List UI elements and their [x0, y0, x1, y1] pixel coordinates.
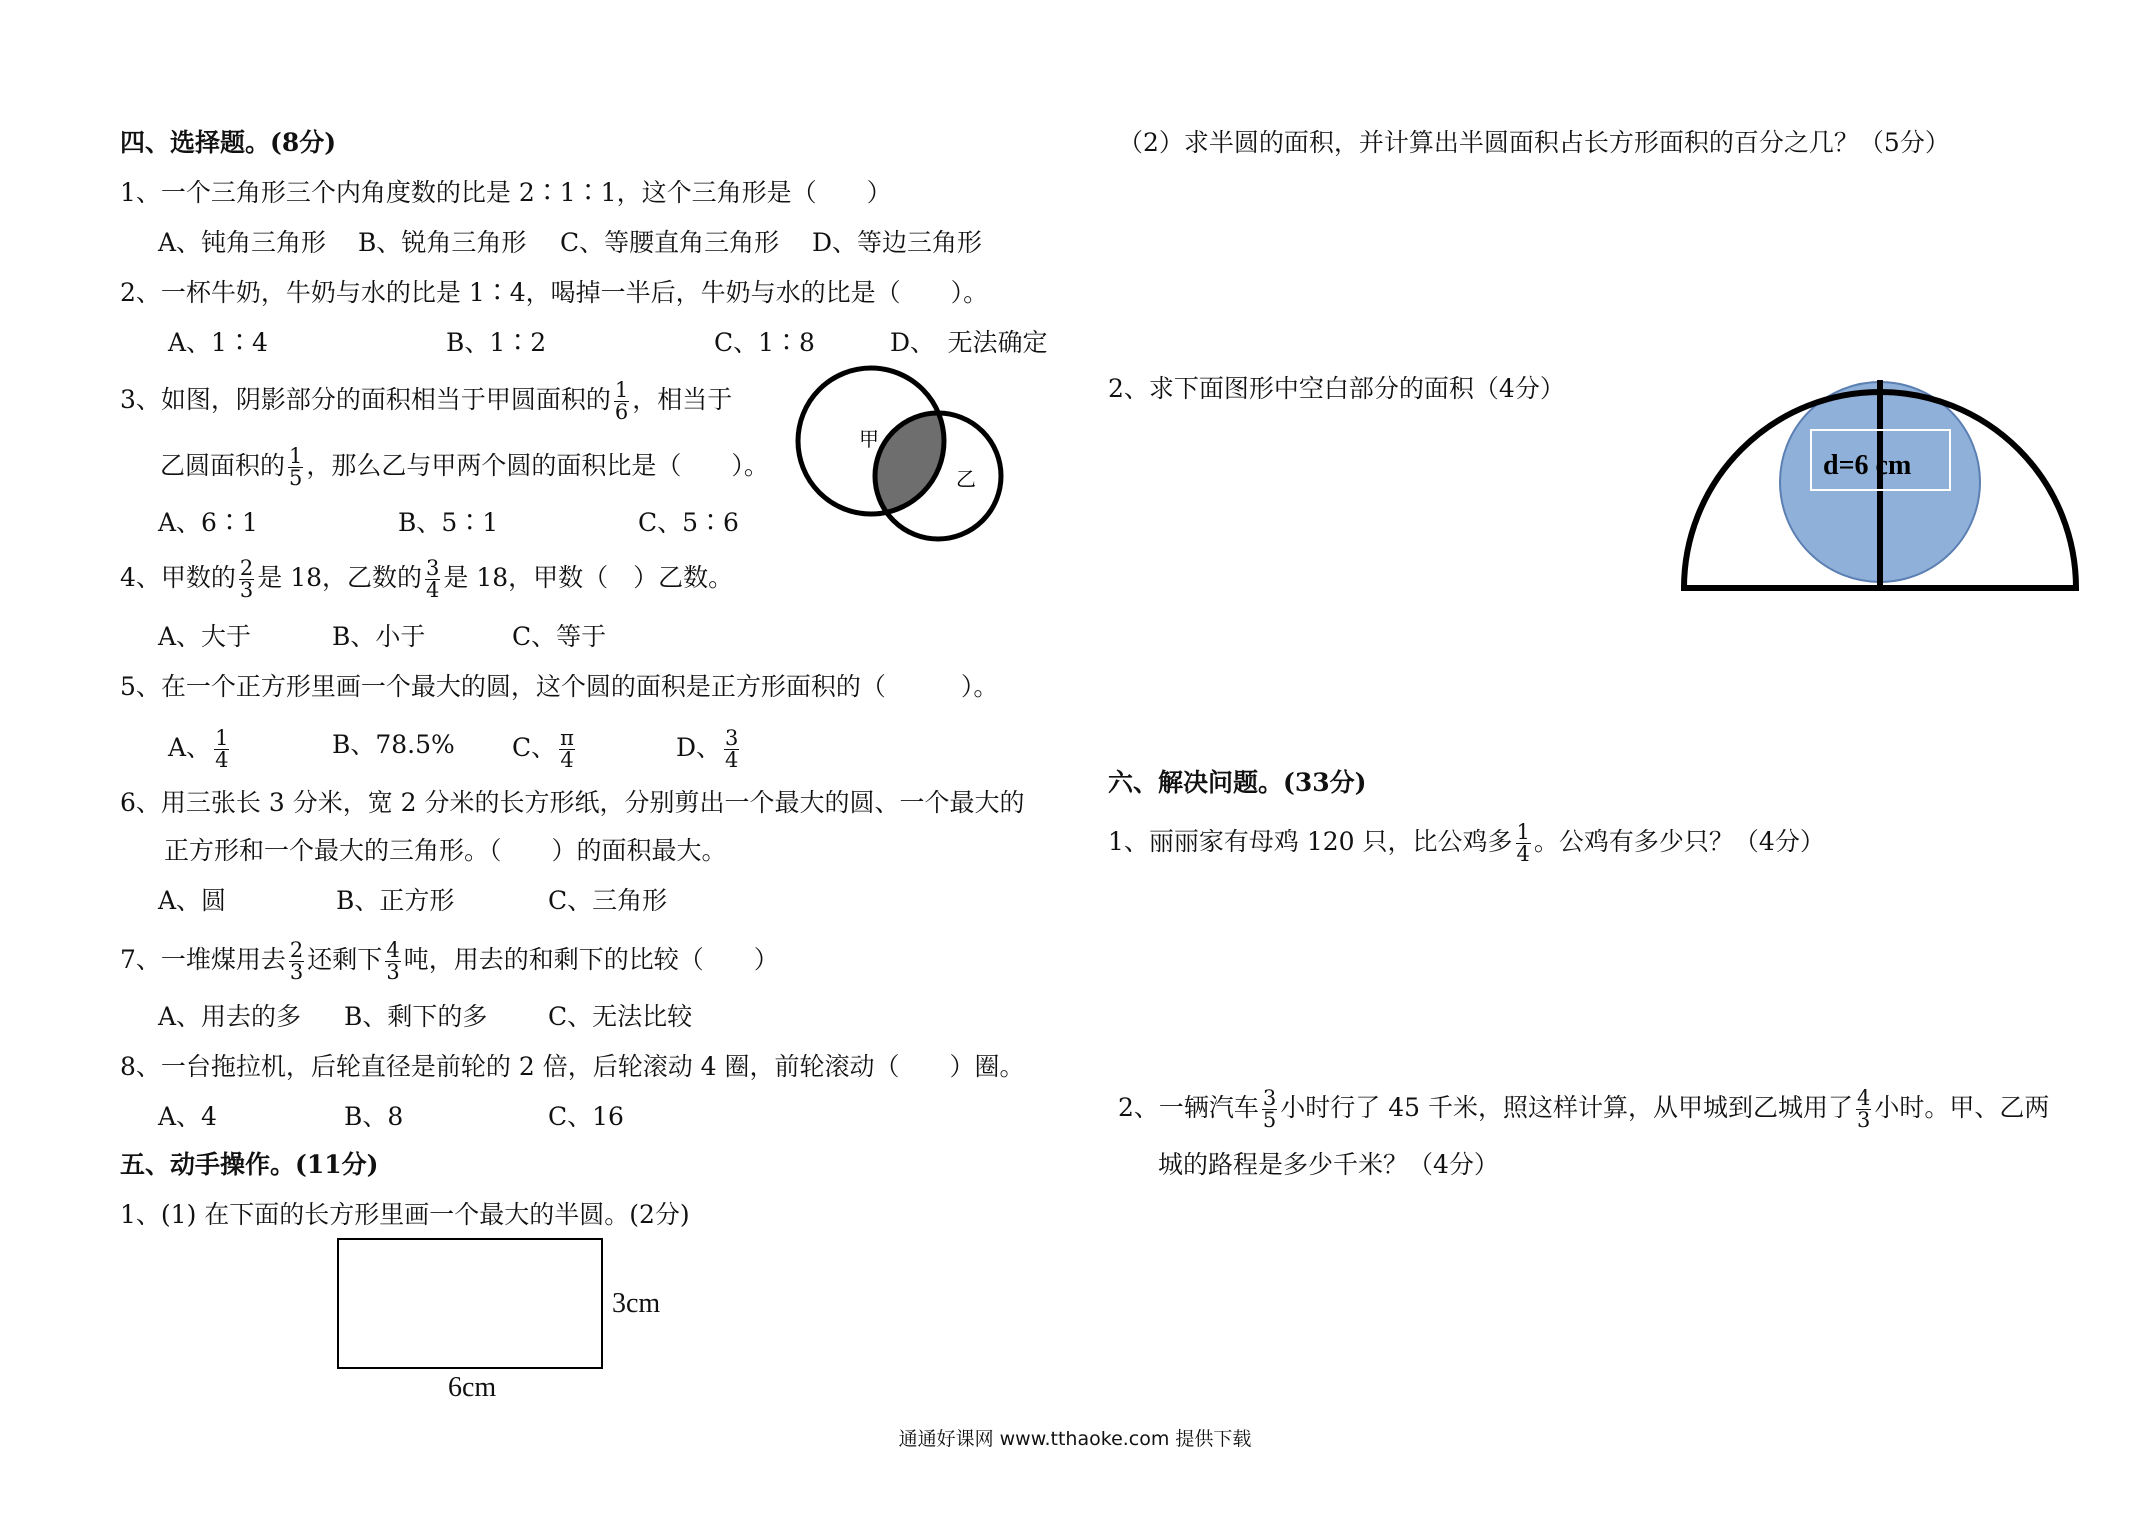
- q3-option-c: C、5∶6: [638, 508, 739, 537]
- fraction: $\frac{4}{3}$: [386, 938, 400, 984]
- q6-option-a: A、圆: [158, 886, 227, 915]
- fraction: $\frac{1}{4}$: [1516, 820, 1530, 866]
- fraction: $\frac{1}{6}$: [614, 378, 629, 424]
- rect-height-label: 3cm: [612, 1288, 661, 1319]
- q1-stem: 1、一个三角形三个内角度数的比是 2∶1∶1，这个三角形是（ ）: [120, 178, 892, 207]
- fraction: $\frac{1}{5}$: [289, 444, 303, 490]
- fraction: $\frac{3}{5}$: [1262, 1086, 1277, 1132]
- q5-option-a: A、 $\frac{1}{4}$: [168, 726, 229, 772]
- sec6-q2-line-1: 2、一辆汽车 $\frac{3}{5}$ 小时行了 45 千米，照这样计算，从甲城到乙城用了 $\frac{4}{3}$ 小时。甲、乙两: [1118, 1086, 2050, 1132]
- q5-option-b: B、78.5%: [332, 730, 455, 759]
- sec6-q1-stem: 1、丽丽家有母鸡 120 只，比公鸡多 $\frac{1}{4}$ 。公鸡有多少只？（4分）: [1108, 820, 1825, 866]
- q3-option-b: B、5∶1: [398, 508, 499, 537]
- q2-option-c: C、1∶8: [714, 328, 815, 357]
- q6-line-1: 6、用三张长 3 分米，宽 2 分米的长方形纸，分别剪出一个最大的圆、一个最大的: [120, 788, 1025, 817]
- semicircle-figure: [1670, 368, 2090, 596]
- q4-option-c: C、等于: [512, 622, 607, 651]
- q4-option-b: B、小于: [332, 622, 426, 651]
- q2-stem: 2、一杯牛奶，牛奶与水的比是 1∶4，喝掉一半后，牛奶与水的比是（ ）。: [120, 278, 989, 307]
- q1-option-c: C、等腰直角三角形: [560, 228, 780, 257]
- q3-option-a: A、6∶1: [158, 508, 258, 537]
- q6-line-2: 正方形和一个最大的三角形。（ ）的面积最大。: [164, 836, 727, 865]
- diameter-label: d=6 cm: [1823, 450, 1912, 481]
- footer-text: 通通好课网 www.tthaoke.com 提供下载: [898, 1428, 1252, 1450]
- q8-option-a: A、4: [158, 1102, 217, 1131]
- q7-option-c: C、无法比较: [548, 1002, 693, 1031]
- q8-option-c: C、16: [548, 1102, 624, 1131]
- q6-option-b: B、正方形: [336, 886, 455, 915]
- q1-option-d: D、等边三角形: [812, 228, 983, 257]
- rect-width-label: 6cm: [448, 1372, 497, 1403]
- q5-option-d: D、 $\frac{3}{4}$: [676, 726, 739, 772]
- fraction: $\frac{3}{4}$: [426, 556, 440, 602]
- circle-jia-label: 甲: [859, 427, 879, 451]
- q2-option-b: B、1∶2: [446, 328, 547, 357]
- venn-diagram: [790, 362, 1030, 552]
- q5-option-c: C、 $\frac{\pi}{4}$: [512, 726, 574, 772]
- fraction: $\frac{2}{3}$: [239, 556, 254, 602]
- section-4-title: 四、选择题。(8分): [120, 128, 337, 157]
- q1-option-a: A、钝角三角形: [158, 228, 327, 257]
- circle-yi-label: 乙: [956, 467, 976, 491]
- sec6-q2-line-2: 城的路程是多少千米？（4分）: [1158, 1150, 1499, 1179]
- q6-option-c: C、三角形: [548, 886, 668, 915]
- q7-option-b: B、剩下的多: [344, 1002, 488, 1031]
- q4-stem: 4、甲数的 $\frac{2}{3}$ 是 18，乙数的 $\frac{3}{4}$ 是 18，甲数（ ）乙数。: [120, 556, 734, 602]
- sec5-q1-stem: 1、(1) 在下面的长方形里画一个最大的半圆。(2分): [120, 1200, 690, 1229]
- q7-option-a: A、用去的多: [158, 1002, 302, 1031]
- section-6-title: 六、解决问题。(33分): [1108, 768, 1367, 797]
- q4-option-a: A、大于: [158, 622, 252, 651]
- sec5-q2-stem: 2、求下面图形中空白部分的面积（4分）: [1108, 374, 1565, 403]
- fraction: $\frac{2}{3}$: [289, 938, 304, 984]
- q2-option-d: D、 无法确定: [890, 328, 1048, 357]
- fraction: $\frac{4}{3}$: [1857, 1086, 1871, 1132]
- q3-line-2: 乙圆面积的 $\frac{1}{5}$ ，那么乙与甲两个圆的面积比是（ ）。: [160, 444, 769, 490]
- q3-line-1: 3、如图，阴影部分的面积相当于甲圆面积的 $\frac{1}{6}$ ，相当于: [120, 378, 733, 424]
- q7-stem: 7、一堆煤用去 $\frac{2}{3}$ 还剩下 $\frac{4}{3}$ 吨，用去的和剩下的比较（ ）: [120, 938, 779, 984]
- q5-stem: 5、在一个正方形里画一个最大的圆，这个圆的面积是正方形面积的（ ）。: [120, 672, 999, 701]
- sec5-q1b-stem: （2）求半圆的面积，并计算出半圆面积占长方形面积的百分之几？（5分）: [1118, 128, 1950, 157]
- q2-option-a: A、1∶4: [168, 328, 268, 357]
- q8-stem: 8、一台拖拉机，后轮直径是前轮的 2 倍，后轮滚动 4 圈，前轮滚动（ ）圈。: [120, 1052, 1025, 1081]
- rectangle-figure: [337, 1238, 603, 1369]
- q8-option-b: B、8: [344, 1102, 404, 1131]
- q1-option-b: B、锐角三角形: [358, 228, 527, 257]
- section-5-title: 五、动手操作。(11分): [120, 1150, 379, 1179]
